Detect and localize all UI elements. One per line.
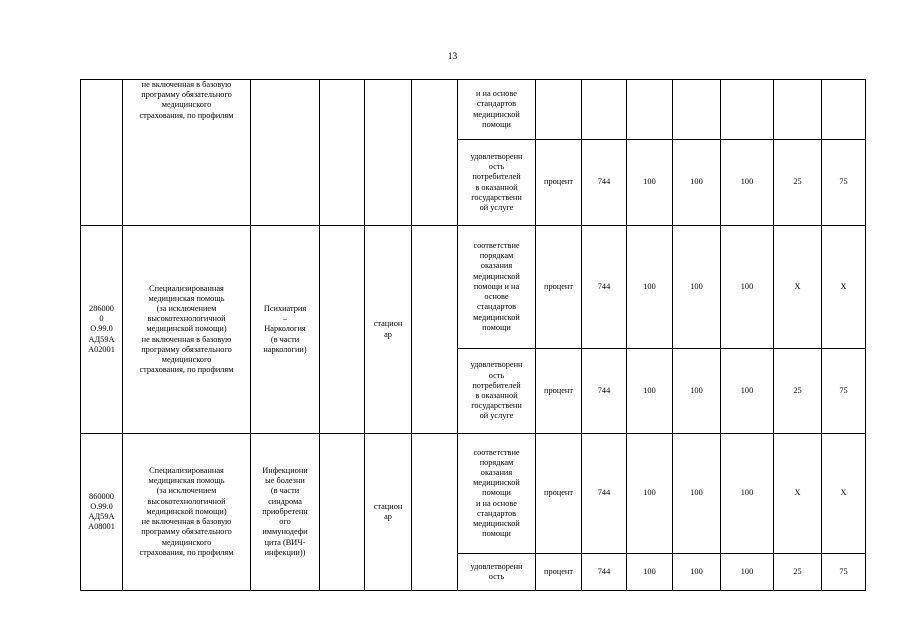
profile-cell: Инфекциони ые болезни (в части синдрома приобретенн ого иммунодефи цита (ВИЧ- инфекции))	[251, 434, 320, 591]
deviation-absolute-cell: Х	[822, 434, 866, 554]
deviation-percent-cell: Х	[774, 226, 822, 349]
value-cell: 100	[627, 226, 673, 349]
value-cell: 100	[627, 349, 673, 434]
indicator-cell: соответствие порядкам оказания медицинской помощи и на основе стандартов медицинской помощи	[458, 226, 536, 349]
value-cell	[721, 80, 774, 140]
deviation-absolute-cell: Х	[822, 226, 866, 349]
unit-cell: процент	[536, 349, 582, 434]
value-cell: 100	[673, 434, 721, 554]
condition-cell: стацион ар	[365, 226, 412, 434]
deviation-percent-cell: 25	[774, 349, 822, 434]
empty-cell	[412, 80, 458, 226]
deviation-percent-cell: 25	[774, 140, 822, 226]
okei-code-cell	[582, 80, 627, 140]
indicator-cell: удовлетворенн ость потребителей в оказанной государственн ой услуге	[458, 349, 536, 434]
unit-cell: процент	[536, 434, 582, 554]
value-cell	[673, 80, 721, 140]
value-cell	[627, 80, 673, 140]
value-cell: 100	[627, 554, 673, 591]
condition-cell: стацион ар	[365, 434, 412, 591]
okei-code-cell: 744	[582, 140, 627, 226]
value-cell: 100	[673, 554, 721, 591]
empty-cell	[412, 434, 458, 591]
empty-cell	[320, 80, 365, 226]
unit-cell	[536, 80, 582, 140]
page-number: 13	[447, 52, 458, 62]
value-cell: 100	[721, 434, 774, 554]
value-cell: 100	[673, 226, 721, 349]
unit-cell: процент	[536, 226, 582, 349]
value-cell: 100	[721, 226, 774, 349]
table-row	[81, 434, 866, 554]
table-row	[81, 226, 866, 349]
value-cell: 100	[721, 140, 774, 226]
okei-code-cell: 744	[582, 349, 627, 434]
indicator-cell: удовлетворенн ость	[458, 554, 536, 591]
reg-number-cell: 860000 О.99.0 АД59А А08001	[81, 434, 123, 591]
value-cell: 100	[627, 434, 673, 554]
indicator-cell: соответствие порядкам оказания медицинской помощи и на основе стандартов медицинской помощи	[458, 434, 536, 554]
okei-code-cell: 744	[582, 226, 627, 349]
indicator-cell: и на основе стандартов медицинской помощи	[458, 80, 536, 140]
services-table	[80, 79, 866, 591]
value-cell: 100	[673, 140, 721, 226]
deviation-absolute-cell: 75	[822, 349, 866, 434]
okei-code-cell: 744	[582, 434, 627, 554]
deviation-percent-cell	[774, 80, 822, 140]
empty-cell	[412, 226, 458, 434]
profile-cell	[251, 80, 320, 226]
service-description-cell: Специализированная медицинская помощь (за исключением высокотехнологичной медицинской помощи) не включенная в базовую программу обязательного медицинского страхования, по профилям	[123, 434, 251, 591]
table-row	[81, 80, 866, 140]
value-cell: 100	[673, 349, 721, 434]
reg-number-cell: 286000 0 О.99.0 АД59А А02001	[81, 226, 123, 434]
service-description-cell: Специализированная медицинская помощь (за исключением высокотехнологичной медицинской помощи) не включенная в базовую программу обязательного медицинского страхования, по профилям	[123, 226, 251, 434]
service-description-cell: не включенная в базовую программу обязательного медицинского страхования, по профилям	[123, 80, 251, 226]
unit-cell: процент	[536, 140, 582, 226]
deviation-absolute-cell	[822, 80, 866, 140]
profile-cell: Психиатрия – Наркология (в части наркологии)	[251, 226, 320, 434]
okei-code-cell: 744	[582, 554, 627, 591]
deviation-absolute-cell: 75	[822, 554, 866, 591]
indicator-cell: удовлетворенн ость потребителей в оказанной государственн ой услуге	[458, 140, 536, 226]
unit-cell: процент	[536, 554, 582, 591]
deviation-percent-cell: Х	[774, 434, 822, 554]
condition-cell	[365, 80, 412, 226]
deviation-percent-cell: 25	[774, 554, 822, 591]
empty-cell	[320, 434, 365, 591]
reg-number-cell	[81, 80, 123, 226]
empty-cell	[320, 226, 365, 434]
value-cell: 100	[627, 140, 673, 226]
value-cell: 100	[721, 554, 774, 591]
deviation-absolute-cell: 75	[822, 140, 866, 226]
value-cell: 100	[721, 349, 774, 434]
